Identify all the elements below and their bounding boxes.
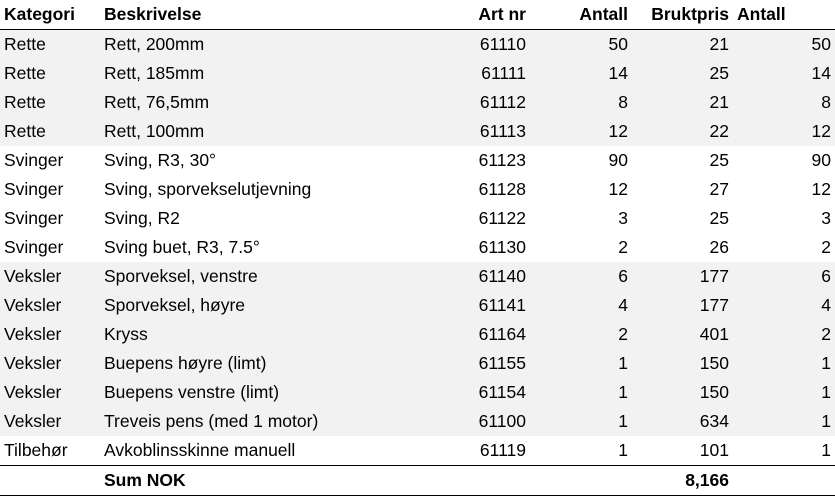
table-row	[0, 320, 835, 349]
cell-kategori: Rette	[0, 117, 100, 146]
cell-kategori: Veksler	[0, 262, 100, 291]
cell-kategori: Veksler	[0, 378, 100, 407]
cell-antall-2: 2	[733, 233, 835, 262]
cell-kategori: Veksler	[0, 349, 100, 378]
cell-antall-2: 2	[733, 320, 835, 349]
cell-bruktpris: 150	[632, 349, 733, 378]
cell-art-nr: 61155	[430, 349, 530, 378]
table-row	[0, 378, 835, 407]
cell-bruktpris: 25	[632, 204, 733, 233]
cell-art-nr: 61112	[430, 88, 530, 117]
cell-bruktpris: 177	[632, 291, 733, 320]
cell-art-nr: 61111	[430, 59, 530, 88]
cell-art-nr: 61141	[430, 291, 530, 320]
cell-art-nr: 61110	[430, 30, 530, 60]
cell-art-nr: 61140	[430, 262, 530, 291]
cell-beskrivelse: Buepens høyre (limt)	[100, 349, 430, 378]
cell-art-nr: 61130	[430, 233, 530, 262]
cell-art-nr: 61122	[430, 204, 530, 233]
cell-art-nr: 61113	[430, 117, 530, 146]
cell-bruktpris: 177	[632, 262, 733, 291]
table-row	[0, 407, 835, 436]
cell-bruktpris: 27	[632, 175, 733, 204]
cell-antall: 14	[530, 59, 632, 88]
cell-beskrivelse: Sving, sporvekselutjevning	[100, 175, 430, 204]
cell-antall: 2	[530, 320, 632, 349]
table-row	[0, 146, 835, 175]
cell-antall-2: 1	[733, 407, 835, 436]
cell-antall: 1	[530, 436, 632, 466]
cell-beskrivelse: Sving buet, R3, 7.5°	[100, 233, 430, 262]
cell-kategori: Svinger	[0, 204, 100, 233]
table-body	[0, 30, 835, 496]
cell-art-nr: 61154	[430, 378, 530, 407]
cell-antall-2: 50	[733, 30, 835, 60]
cell-kategori: Veksler	[0, 320, 100, 349]
cell-antall-2: 8	[733, 88, 835, 117]
cell-art-nr: 61100	[430, 407, 530, 436]
cell-beskrivelse: Buepens venstre (limt)	[100, 378, 430, 407]
cell-antall: 90	[530, 146, 632, 175]
header-antall-2: Antall	[733, 0, 835, 30]
cell-bruktpris: 101	[632, 436, 733, 466]
sum-row	[0, 466, 835, 496]
cell-beskrivelse: Rett, 185mm	[100, 59, 430, 88]
cell-beskrivelse: Sving, R3, 30°	[100, 146, 430, 175]
cell-antall-2: 1	[733, 349, 835, 378]
cell-bruktpris: 21	[632, 30, 733, 60]
cell-art-nr: 61119	[430, 436, 530, 466]
table-row	[0, 291, 835, 320]
cell-antall: 50	[530, 30, 632, 60]
cell-antall-2: 6	[733, 262, 835, 291]
cell-art-nr: 61164	[430, 320, 530, 349]
cell-beskrivelse: Sporveksel, venstre	[100, 262, 430, 291]
cell-kategori: Tilbehør	[0, 436, 100, 466]
table-row	[0, 233, 835, 262]
header-beskrivelse: Beskrivelse	[100, 0, 430, 30]
cell-kategori: Svinger	[0, 146, 100, 175]
cell-bruktpris: 21	[632, 88, 733, 117]
cell-antall: 1	[530, 407, 632, 436]
sum-value: 8,166	[632, 466, 733, 496]
table-row	[0, 30, 835, 60]
cell-kategori: Veksler	[0, 291, 100, 320]
cell-bruktpris: 22	[632, 117, 733, 146]
sum-empty-cell	[530, 466, 632, 496]
header-row	[0, 0, 835, 30]
cell-bruktpris: 26	[632, 233, 733, 262]
cell-antall: 6	[530, 262, 632, 291]
cell-beskrivelse: Avkoblinsskinne manuell	[100, 436, 430, 466]
cell-antall: 1	[530, 349, 632, 378]
cell-antall: 12	[530, 117, 632, 146]
cell-antall-2: 12	[733, 117, 835, 146]
header-bruktpris: Bruktpris	[632, 0, 733, 30]
cell-kategori: Svinger	[0, 175, 100, 204]
cell-beskrivelse: Sporveksel, høyre	[100, 291, 430, 320]
cell-antall-2: 12	[733, 175, 835, 204]
cell-antall-2: 4	[733, 291, 835, 320]
cell-antall: 12	[530, 175, 632, 204]
cell-art-nr: 61123	[430, 146, 530, 175]
cell-antall-2: 1	[733, 378, 835, 407]
cell-beskrivelse: Treveis pens (med 1 motor)	[100, 407, 430, 436]
cell-art-nr: 61128	[430, 175, 530, 204]
header-kategori: Kategori	[0, 0, 100, 30]
cell-beskrivelse: Rett, 76,5mm	[100, 88, 430, 117]
cell-kategori: Rette	[0, 30, 100, 60]
table-row	[0, 349, 835, 378]
cell-kategori: Rette	[0, 88, 100, 117]
sum-label: Sum NOK	[100, 466, 430, 496]
cell-antall-2: 14	[733, 59, 835, 88]
header-art-nr: Art nr	[430, 0, 530, 30]
sum-empty-cell	[0, 466, 100, 496]
table-row	[0, 204, 835, 233]
cell-beskrivelse: Kryss	[100, 320, 430, 349]
header-antall: Antall	[530, 0, 632, 30]
cell-bruktpris: 634	[632, 407, 733, 436]
cell-kategori: Svinger	[0, 233, 100, 262]
cell-bruktpris: 150	[632, 378, 733, 407]
table-row	[0, 436, 835, 466]
cell-beskrivelse: Sving, R2	[100, 204, 430, 233]
cell-antall-2: 1	[733, 436, 835, 466]
cell-antall: 8	[530, 88, 632, 117]
sum-empty-cell	[733, 466, 835, 496]
table-row	[0, 88, 835, 117]
cell-bruktpris: 401	[632, 320, 733, 349]
table-row	[0, 59, 835, 88]
cell-antall: 1	[530, 378, 632, 407]
cell-beskrivelse: Rett, 200mm	[100, 30, 430, 60]
cell-antall: 2	[530, 233, 632, 262]
cell-kategori: Veksler	[0, 407, 100, 436]
cell-bruktpris: 25	[632, 59, 733, 88]
cell-antall-2: 90	[733, 146, 835, 175]
cell-kategori: Rette	[0, 59, 100, 88]
table-row	[0, 262, 835, 291]
table-row	[0, 117, 835, 146]
cell-antall: 4	[530, 291, 632, 320]
cell-beskrivelse: Rett, 100mm	[100, 117, 430, 146]
cell-bruktpris: 25	[632, 146, 733, 175]
cell-antall-2: 3	[733, 204, 835, 233]
table-row	[0, 175, 835, 204]
sum-empty-cell	[430, 466, 530, 496]
cell-antall: 3	[530, 204, 632, 233]
